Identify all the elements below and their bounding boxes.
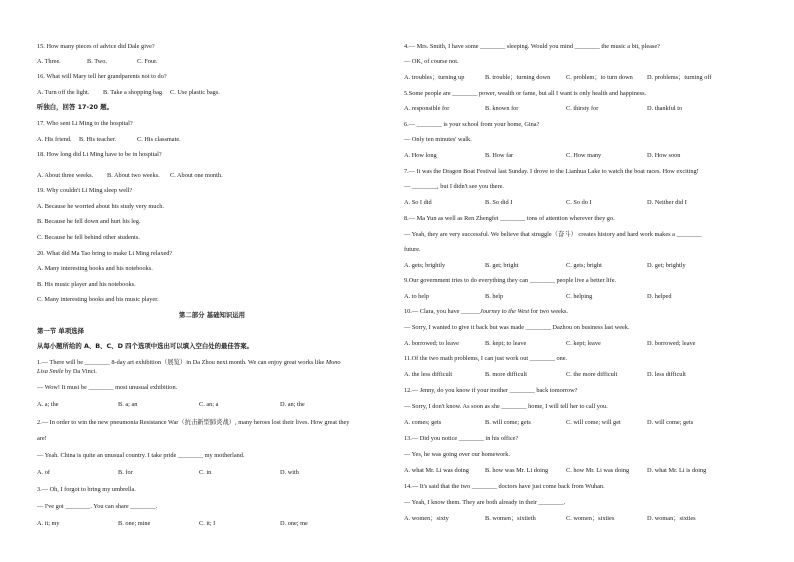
option-c[interactable]: C. thirsty for [566, 105, 599, 112]
option-c[interactable]: C. kept; leave [566, 340, 601, 347]
option-c[interactable]: C. How many [566, 152, 602, 159]
option-d[interactable]: D. with [280, 469, 299, 476]
option-a[interactable]: A. comes; gets [404, 419, 442, 426]
option-b[interactable]: B. His teacher. [79, 136, 117, 143]
option-c[interactable]: C. His classmate. [137, 136, 181, 143]
q17-stem: 17. Who sent Li Ming to the hospital? [37, 120, 133, 127]
q8-reply: — Yeah, they are very successful. We believe that struggle（奋斗） creates history and hard work makes a ________ [404, 231, 702, 238]
option-d[interactable]: D. less difficult [647, 371, 686, 378]
q12-options [404, 418, 728, 427]
q15-options [37, 57, 187, 66]
option-c[interactable]: C. helping [566, 293, 593, 300]
option-c[interactable]: C. it; I [199, 520, 216, 527]
option-a[interactable]: A. borrowed; to leave [404, 340, 459, 347]
q5-options [404, 104, 728, 113]
q10-book-title: Journey to the West [479, 308, 530, 315]
q18-stem: 18. How long did Li Ming have to be in hospital? [37, 151, 162, 158]
q7-stem: 7.— It was the Dragon Boat Festival last Sunday. I drove to the Lianhua Lake to watch the boat races. How exciting! [404, 168, 699, 175]
q18-options [37, 171, 223, 180]
q13-options [404, 466, 728, 475]
q19-option-a[interactable]: A. Because he worried about his study very much. [37, 203, 164, 210]
q19-option-b[interactable]: B. Because he fell down and hurt his leg. [37, 218, 141, 225]
q20-option-a[interactable]: A. Many interesting books and his notebooks. [37, 265, 153, 272]
option-a[interactable]: A. it; my [37, 520, 60, 527]
option-c[interactable]: C. problem；to turn down [566, 74, 633, 81]
q14-reply: — Yeah, I know them. They are both already in their ________. [404, 499, 566, 506]
option-b[interactable]: B. So did I [485, 199, 513, 206]
q1-stem-tail: by Da Vinci. [63, 368, 97, 375]
option-c[interactable]: C. will come; will get [566, 419, 621, 426]
q16-stem: 16. What will Mary tell her grandparents not to do? [37, 73, 167, 80]
option-d[interactable]: D. thankful to [647, 105, 683, 112]
option-b[interactable]: B. known for [485, 105, 519, 112]
q3-stem: 3.— Oh, I forgot to bring my umbrella. [37, 486, 136, 493]
option-a[interactable]: A. gets; brightly [404, 262, 446, 269]
q10-stem [404, 307, 568, 316]
option-a[interactable]: A. a; the [37, 401, 59, 408]
option-a[interactable]: A. How long [404, 152, 437, 159]
option-c[interactable]: C. women；sixties [566, 515, 615, 522]
q6-reply: — Only ten minutes' walk. [404, 136, 472, 143]
option-c[interactable]: C. how Mr. Li was doing [566, 467, 630, 474]
option-a[interactable]: A. women；sixty [404, 515, 449, 522]
option-d[interactable]: D. one; me [280, 520, 308, 527]
q7-options [404, 198, 728, 207]
q10-stem-tail: for two weeks. [529, 308, 568, 315]
q7-reply: — ________, but I didn't see you there. [404, 183, 504, 190]
option-d[interactable]: D. borrowed; leave [647, 340, 696, 347]
option-b[interactable]: B. more difficult [485, 371, 528, 378]
option-b[interactable]: B. Take a shopping bag. [103, 89, 164, 96]
q20-option-b[interactable]: B. His music player and his notebooks. [37, 281, 136, 288]
option-b[interactable]: B. get; bright [485, 262, 519, 269]
option-a[interactable]: A. to help [404, 293, 430, 300]
q8-stem: 8.— Ma Yun as well as Ren Zhengfei ________ tons of attention wherever they go. [404, 215, 615, 222]
option-b[interactable]: B. How far [485, 152, 514, 159]
q14-stem: 14.— It's said that the two ________ doctors have just come back from Wuhan. [404, 483, 605, 490]
q8-reply-cont: future. [404, 246, 421, 253]
q19-stem: 19. Why couldn't Li Ming sleep well? [37, 187, 133, 194]
q10-stem-text: 10.— Clara, you have ______ [404, 308, 480, 315]
option-a[interactable]: A. troubles；turning up [404, 74, 465, 81]
q4-stem: 4.— Mrs. Smith, I have some ________ sleeping. Would you mind ________ the music a bit, please? [404, 43, 660, 50]
q3-reply: — I've got ________. You can share ________. [37, 503, 158, 510]
q1-work-title: Lisa Smile [37, 368, 64, 375]
option-c[interactable]: C. Use plastic bags. [170, 89, 220, 96]
option-a[interactable]: A. of [37, 469, 50, 476]
q11-options [404, 370, 728, 379]
q20-stem: 20. What did Ma Tao bring to make Li Ming relaxed? [37, 250, 173, 257]
q4-reply: — OK, of course not. [404, 58, 459, 65]
option-a[interactable]: A. About three weeks. [37, 172, 94, 179]
q1-stem [37, 358, 341, 367]
q2-options [37, 468, 361, 477]
q5-stem: 5.Some people are ________ power, wealth or fame, but all I want is only health and happiness. [404, 90, 647, 97]
option-a[interactable]: A. So I did [404, 199, 432, 206]
q9-stem: 9.Our government tries to do everything they can ________ people live a better life. [404, 277, 617, 284]
q2-reply: — Yeah. China is quite an unusual country. I take pride ________ my motherland. [37, 452, 245, 459]
option-d[interactable]: D. Neither did I [647, 199, 687, 206]
option-d[interactable]: D. problems；turning off [647, 74, 712, 81]
q19-option-c[interactable]: C. Because he fell behind other students. [37, 234, 140, 241]
q1-stem-text: 1.— There will be ________ 8-day art exhibition（展览）in Da Zhou next month. We can enjoy great works like [37, 359, 325, 366]
q1-options [37, 400, 361, 409]
q20-option-c[interactable]: C. Many interesting books and his music player. [37, 296, 159, 303]
option-d[interactable]: D. get; brightly [647, 262, 686, 269]
option-b[interactable]: B. trouble；turning down [485, 74, 551, 81]
option-c[interactable]: C. So do I [566, 199, 592, 206]
option-c[interactable]: C. the more difficult [566, 371, 618, 378]
option-b[interactable]: B. women；sixtieth [485, 515, 536, 522]
q8-options [404, 261, 728, 270]
option-b[interactable]: B. About two weeks. [107, 172, 160, 179]
q13-reply: — Yes, he was going over our homework. [404, 451, 510, 458]
option-a[interactable]: A. what Mr. Li was doing [404, 467, 469, 474]
option-d[interactable]: D. an; the [280, 401, 305, 408]
option-c[interactable]: C. in [199, 469, 212, 476]
option-b[interactable]: B. kept; to leave [485, 340, 527, 347]
q2-stem: 2.— In order to win the new pneumonia Resistance War（抗击新型肺炎战）, many heroes lost their lives. How great they [37, 419, 350, 426]
option-c[interactable]: C. an; a [199, 401, 219, 408]
option-a[interactable]: A. His friend. [37, 136, 72, 143]
option-a[interactable]: A. the less difficult [404, 371, 453, 378]
part2-title: 第二部分 基础知识运用 [178, 311, 246, 319]
option-d[interactable]: D. what Mr. Li is doing [647, 467, 707, 474]
option-b[interactable]: B. how was Mr. Li doing [485, 467, 549, 474]
option-c[interactable]: C. Four. [137, 58, 158, 65]
q4-options [404, 73, 728, 82]
option-d[interactable]: D. will come; gets [647, 419, 694, 426]
option-b[interactable]: B. help [485, 293, 504, 300]
option-b[interactable]: B. will come; gets [485, 419, 531, 426]
option-d[interactable]: D. woman；sixties [647, 515, 696, 522]
q13-stem: 13.— Did you notice ________ in his office? [404, 435, 519, 442]
option-a[interactable]: A. Three. [37, 58, 61, 65]
option-d[interactable]: D. How soon [647, 152, 681, 159]
q10-options [404, 339, 728, 348]
option-d[interactable]: D. helped [647, 293, 672, 300]
q1-stem-italic: Mono [325, 359, 341, 366]
option-c[interactable]: C. gets; bright [566, 262, 602, 269]
q17-options [37, 135, 187, 144]
option-a[interactable]: A. responsible for [404, 105, 450, 112]
section1-instruction: 从每小题所给的 A、B、C、D 四个选项中选出可以填入空白处的最佳答案。 [37, 342, 253, 350]
q15-stem: 15. How many pieces of advice did Dale give? [37, 43, 155, 50]
q1-reply: — Wow! It must be ________ most unusual exhibition. [37, 384, 178, 391]
q16-options [37, 88, 220, 97]
q1-stem-cont [37, 367, 97, 376]
q9-options [404, 292, 728, 301]
q6-stem: 6.— ________ is your school from your home, Gina? [404, 121, 540, 128]
q6-options [404, 151, 728, 160]
option-b[interactable]: B. a; an [118, 401, 138, 408]
option-c[interactable]: C. About one month. [170, 172, 223, 179]
option-b[interactable]: B. one; mine [118, 520, 151, 527]
q12-reply: — Sorry, I don't know. As soon as she ________ home, I will tell her to call you. [404, 403, 608, 410]
q3-options [37, 519, 361, 528]
option-b[interactable]: B. for [118, 469, 133, 476]
listen-section-header: 听独白，回答 17-20 题。 [37, 103, 114, 111]
option-a[interactable]: A. Turn off the light. [37, 89, 90, 96]
q12-stem: 12.— Jenny, do you know if your mother ________ back tomorrow? [404, 387, 578, 394]
section1-title: 第一节 单项选择 [37, 327, 84, 335]
option-b[interactable]: B. Two. [87, 58, 107, 65]
q2-stem-cont: are! [37, 435, 47, 442]
q14-options [404, 514, 728, 523]
q11-stem: 11.Of the two math problems, I can just work out ________ one. [404, 355, 568, 362]
q10-reply: — Sorry, I wanted to give it back but was made ________ Dazhou on business last week. [404, 324, 630, 331]
